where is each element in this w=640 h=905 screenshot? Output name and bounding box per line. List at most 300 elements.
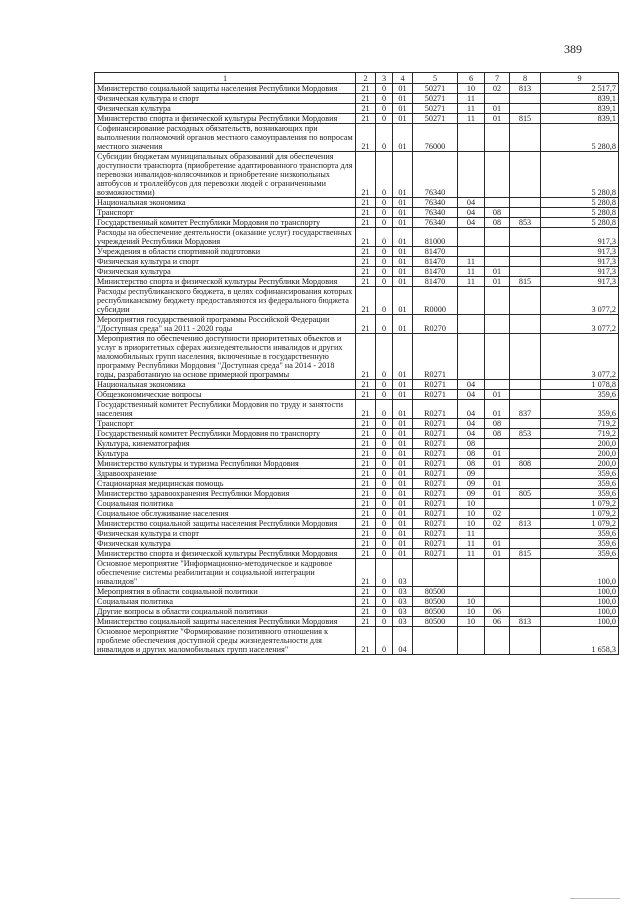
code-cell: 01 (485, 449, 510, 459)
row-name-cell: Министерство культуры и туризма Республики Мордовия (95, 459, 356, 469)
code-cell: 01 (393, 549, 413, 559)
row-name-cell: Транспорт (95, 419, 356, 429)
code-cell: 04 (458, 419, 485, 429)
code-cell: R0271 (413, 459, 458, 469)
code-cell: 08 (458, 449, 485, 459)
code-cell: R0271 (413, 439, 458, 449)
header-cell: 5 (413, 73, 458, 84)
code-cell: 01 (393, 419, 413, 429)
row-name-cell: Государственный комитет Республики Мордовия по транспорту (95, 218, 356, 228)
code-cell: 09 (458, 469, 485, 479)
table-row (95, 152, 619, 198)
table-row (95, 607, 619, 617)
code-cell: 815 (510, 114, 541, 124)
code-cell: 01 (393, 104, 413, 114)
row-name-cell: Социальная политика (95, 597, 356, 607)
code-cell: 853 (510, 429, 541, 439)
code-cell: 01 (485, 489, 510, 499)
code-cell: 21 (356, 429, 376, 439)
code-cell (485, 287, 510, 315)
code-cell (510, 499, 541, 509)
code-cell: 21 (356, 489, 376, 499)
code-cell: 21 (356, 228, 376, 247)
amount-cell: 1 078,8 (541, 380, 619, 390)
row-name-cell: Расходы республиканского бюджета, в целях софинансирования которых республиканскому бюджету предоставляются из федерального бюджета субсидии (95, 287, 356, 315)
code-cell: 21 (356, 114, 376, 124)
page-number: 389 (564, 42, 582, 56)
code-cell: 21 (356, 315, 376, 334)
code-cell: 0 (376, 509, 393, 519)
table-row (95, 559, 619, 587)
code-cell: 01 (393, 257, 413, 267)
code-cell (458, 247, 485, 257)
code-cell: R0271 (413, 400, 458, 419)
table-row (95, 459, 619, 469)
code-cell: 08 (485, 419, 510, 429)
amount-cell: 5 280,8 (541, 124, 619, 152)
code-cell (510, 529, 541, 539)
code-cell: 0 (376, 114, 393, 124)
code-cell: 21 (356, 84, 376, 94)
code-cell: 0 (376, 419, 393, 429)
amount-cell: 359,6 (541, 489, 619, 499)
code-cell: 76340 (413, 218, 458, 228)
table-row (95, 479, 619, 489)
code-cell: R0271 (413, 390, 458, 400)
code-cell: 10 (458, 519, 485, 529)
row-name-cell: Основное мероприятие "Информационно-методическое и кадровое обеспечение системы реабилитации и социальной интеграции инвалидов" (95, 559, 356, 587)
code-cell: 01 (393, 124, 413, 152)
code-cell: 01 (485, 539, 510, 549)
code-cell: 21 (356, 267, 376, 277)
table-row (95, 429, 619, 439)
code-cell (458, 334, 485, 380)
code-cell: 0 (376, 124, 393, 152)
code-cell (458, 587, 485, 597)
amount-cell: 3 077,2 (541, 287, 619, 315)
row-name-cell: Министерство спорта и физической культуры Республики Мордовия (95, 114, 356, 124)
code-cell: R0271 (413, 429, 458, 439)
code-cell: 08 (458, 439, 485, 449)
code-cell: 0 (376, 429, 393, 439)
amount-cell: 359,6 (541, 479, 619, 489)
code-cell: 01 (393, 94, 413, 104)
code-cell: R0270 (413, 315, 458, 334)
code-cell: 21 (356, 439, 376, 449)
header-cell: 1 (95, 73, 356, 84)
code-cell: 50271 (413, 84, 458, 94)
code-cell (485, 380, 510, 390)
code-cell: 21 (356, 509, 376, 519)
code-cell (510, 559, 541, 587)
code-cell (485, 257, 510, 267)
row-name-cell: Социальная политика (95, 499, 356, 509)
code-cell: 0 (376, 439, 393, 449)
code-cell: 80500 (413, 617, 458, 627)
code-cell: 01 (485, 267, 510, 277)
table-row (95, 287, 619, 315)
budget-table (94, 72, 619, 655)
code-cell (485, 499, 510, 509)
code-cell: R0271 (413, 489, 458, 499)
code-cell: 80500 (413, 607, 458, 617)
code-cell: 02 (485, 519, 510, 529)
code-cell: 08 (485, 218, 510, 228)
table-row (95, 449, 619, 459)
code-cell: 0 (376, 469, 393, 479)
table-row (95, 549, 619, 559)
code-cell: 0 (376, 257, 393, 267)
code-cell: 0 (376, 459, 393, 469)
code-cell: 80500 (413, 597, 458, 607)
code-cell: 21 (356, 549, 376, 559)
header-cell: 7 (485, 73, 510, 84)
code-cell: 21 (356, 257, 376, 267)
table-row (95, 218, 619, 228)
code-cell: 21 (356, 218, 376, 228)
code-cell: 0 (376, 84, 393, 94)
code-cell (510, 380, 541, 390)
code-cell (510, 208, 541, 218)
code-cell: 08 (485, 208, 510, 218)
code-cell: 21 (356, 519, 376, 529)
amount-cell: 359,6 (541, 549, 619, 559)
code-cell: 04 (458, 390, 485, 400)
code-cell: 01 (393, 400, 413, 419)
row-name-cell: Культура, кинематография (95, 439, 356, 449)
code-cell: 01 (393, 499, 413, 509)
amount-cell: 359,6 (541, 390, 619, 400)
code-cell: 0 (376, 539, 393, 549)
code-cell: 0 (376, 479, 393, 489)
code-cell: 81470 (413, 257, 458, 267)
code-cell: 0 (376, 587, 393, 597)
code-cell: 21 (356, 247, 376, 257)
code-cell (458, 228, 485, 247)
code-cell: 21 (356, 419, 376, 429)
code-cell: 06 (485, 617, 510, 627)
table-row (95, 597, 619, 607)
code-cell: 81470 (413, 267, 458, 277)
code-cell: 01 (393, 315, 413, 334)
amount-cell: 200,0 (541, 459, 619, 469)
code-cell (510, 124, 541, 152)
code-cell: 21 (356, 287, 376, 315)
table-row (95, 509, 619, 519)
code-cell: 21 (356, 617, 376, 627)
amount-cell: 1 079,2 (541, 509, 619, 519)
row-name-cell: Здравоохранение (95, 469, 356, 479)
code-cell: 0 (376, 489, 393, 499)
code-cell: R0271 (413, 539, 458, 549)
code-cell (510, 198, 541, 208)
code-cell: 0 (376, 277, 393, 287)
code-cell (458, 315, 485, 334)
code-cell: 0 (376, 559, 393, 587)
code-cell: R0271 (413, 499, 458, 509)
code-cell: 01 (485, 390, 510, 400)
code-cell: 813 (510, 84, 541, 94)
code-cell: R0271 (413, 380, 458, 390)
code-cell: 0 (376, 380, 393, 390)
code-cell: 01 (393, 228, 413, 247)
code-cell (485, 587, 510, 597)
row-name-cell: Физическая культура (95, 539, 356, 549)
code-cell: R0271 (413, 334, 458, 380)
amount-cell: 200,0 (541, 439, 619, 449)
code-cell: 80500 (413, 587, 458, 597)
code-cell: 0 (376, 228, 393, 247)
amount-cell: 359,6 (541, 400, 619, 419)
code-cell: 21 (356, 198, 376, 208)
code-cell: 21 (356, 390, 376, 400)
table-row (95, 334, 619, 380)
code-cell (510, 315, 541, 334)
code-cell: 03 (393, 559, 413, 587)
amount-cell: 839,1 (541, 94, 619, 104)
table-row (95, 257, 619, 267)
code-cell: 01 (393, 449, 413, 459)
code-cell: 76340 (413, 152, 458, 198)
code-cell (485, 559, 510, 587)
code-cell (485, 124, 510, 152)
code-cell: 0 (376, 549, 393, 559)
code-cell: 21 (356, 479, 376, 489)
code-cell: 21 (356, 539, 376, 549)
row-name-cell: Мероприятия государственной программы Российской Федерации "Доступная среда" на 2011 - 2020 годы (95, 315, 356, 334)
code-cell (413, 559, 458, 587)
code-cell: 04 (458, 218, 485, 228)
code-cell: R0271 (413, 509, 458, 519)
code-cell (510, 439, 541, 449)
code-cell (485, 228, 510, 247)
code-cell: R0271 (413, 519, 458, 529)
code-cell: 0 (376, 617, 393, 627)
code-cell: 03 (393, 597, 413, 607)
code-cell: 01 (393, 247, 413, 257)
code-cell: 01 (393, 380, 413, 390)
code-cell: 0 (376, 449, 393, 459)
table-row (95, 499, 619, 509)
code-cell: 09 (458, 479, 485, 489)
code-cell (485, 315, 510, 334)
code-cell: 21 (356, 559, 376, 587)
code-cell: 21 (356, 499, 376, 509)
code-cell: 11 (458, 104, 485, 114)
row-name-cell: Культура (95, 449, 356, 459)
amount-cell: 917,3 (541, 228, 619, 247)
code-cell: 01 (393, 489, 413, 499)
code-cell: 02 (485, 84, 510, 94)
row-name-cell: Физическая культура (95, 267, 356, 277)
amount-cell: 5 280,8 (541, 198, 619, 208)
code-cell (458, 124, 485, 152)
code-cell (485, 198, 510, 208)
row-name-cell: Основное мероприятие "Формирование позитивного отношения к проблеме обеспечения доступной среды жизнедеятельности для инвалидов и других маломобильных групп населения" (95, 627, 356, 655)
code-cell: 813 (510, 617, 541, 627)
code-cell (510, 449, 541, 459)
table-row (95, 114, 619, 124)
code-cell: 0 (376, 152, 393, 198)
table-row (95, 84, 619, 94)
amount-cell: 100,0 (541, 587, 619, 597)
code-cell: 01 (393, 334, 413, 380)
row-name-cell: Национальная экономика (95, 198, 356, 208)
code-cell: 21 (356, 587, 376, 597)
code-cell: 0 (376, 334, 393, 380)
code-cell: 0 (376, 400, 393, 419)
row-name-cell: Национальная экономика (95, 380, 356, 390)
code-cell: 11 (458, 529, 485, 539)
code-cell (458, 152, 485, 198)
code-cell: 01 (393, 198, 413, 208)
code-cell: 0 (376, 267, 393, 277)
code-cell: 04 (458, 400, 485, 419)
code-cell: 01 (393, 277, 413, 287)
table-row (95, 539, 619, 549)
amount-cell: 100,0 (541, 607, 619, 617)
code-cell: 50271 (413, 114, 458, 124)
table-row (95, 208, 619, 218)
code-cell: 21 (356, 277, 376, 287)
scan-artifact-line (570, 898, 620, 899)
table-row (95, 267, 619, 277)
code-cell: 01 (393, 287, 413, 315)
code-cell: 01 (393, 267, 413, 277)
amount-cell: 2 517,7 (541, 84, 619, 94)
code-cell: 09 (458, 489, 485, 499)
table-row (95, 124, 619, 152)
amount-cell: 100,0 (541, 617, 619, 627)
code-cell: 02 (485, 509, 510, 519)
code-cell: 808 (510, 459, 541, 469)
code-cell: 21 (356, 607, 376, 617)
table-row (95, 228, 619, 247)
code-cell: 0 (376, 198, 393, 208)
code-cell: 50271 (413, 104, 458, 114)
code-cell: 0 (376, 104, 393, 114)
code-cell: 0 (376, 218, 393, 228)
header-cell: 6 (458, 73, 485, 84)
code-cell: 03 (393, 617, 413, 627)
code-cell (485, 597, 510, 607)
amount-cell: 100,0 (541, 597, 619, 607)
code-cell: 21 (356, 627, 376, 655)
amount-cell: 839,1 (541, 104, 619, 114)
code-cell: R0000 (413, 287, 458, 315)
code-cell: R0271 (413, 419, 458, 429)
table-row (95, 519, 619, 529)
table-header-row (95, 73, 619, 84)
row-name-cell: Министерство социальной защиты населения Республики Мордовия (95, 519, 356, 529)
code-cell: 0 (376, 597, 393, 607)
amount-cell: 1 658,3 (541, 627, 619, 655)
code-cell: 08 (485, 429, 510, 439)
code-cell: 01 (393, 84, 413, 94)
code-cell: 837 (510, 400, 541, 419)
row-name-cell: Другие вопросы в области социальной политики (95, 607, 356, 617)
code-cell: 01 (393, 429, 413, 439)
code-cell (458, 559, 485, 587)
code-cell (510, 257, 541, 267)
code-cell (510, 228, 541, 247)
table-row (95, 390, 619, 400)
code-cell: 21 (356, 94, 376, 104)
code-cell: 01 (485, 400, 510, 419)
code-cell: 853 (510, 218, 541, 228)
code-cell: 03 (393, 587, 413, 597)
amount-cell: 359,6 (541, 539, 619, 549)
amount-cell: 917,3 (541, 247, 619, 257)
code-cell: 815 (510, 277, 541, 287)
code-cell: 0 (376, 287, 393, 315)
table-row (95, 277, 619, 287)
code-cell: R0271 (413, 549, 458, 559)
code-cell: 10 (458, 84, 485, 94)
code-cell (510, 334, 541, 380)
code-cell (510, 390, 541, 400)
code-cell: 10 (458, 617, 485, 627)
code-cell (510, 469, 541, 479)
code-cell: 21 (356, 152, 376, 198)
row-name-cell: Расходы на обеспечение деятельности (оказание услуг) государственных учреждений Республики Мордовия (95, 228, 356, 247)
amount-cell: 200,0 (541, 449, 619, 459)
code-cell: R0271 (413, 469, 458, 479)
code-cell: 76340 (413, 208, 458, 218)
row-name-cell: Министерство социальной защиты населения Республики Мордовия (95, 84, 356, 94)
code-cell: R0271 (413, 449, 458, 459)
code-cell: 11 (458, 257, 485, 267)
row-name-cell: Министерство социальной защиты населения Республики Мордовия (95, 617, 356, 627)
code-cell: 0 (376, 247, 393, 257)
amount-cell: 359,6 (541, 469, 619, 479)
code-cell: 0 (376, 499, 393, 509)
code-cell: 10 (458, 509, 485, 519)
code-cell (485, 439, 510, 449)
code-cell: 81000 (413, 228, 458, 247)
code-cell: 21 (356, 124, 376, 152)
code-cell: 11 (458, 267, 485, 277)
code-cell: 01 (393, 152, 413, 198)
code-cell: 0 (376, 607, 393, 617)
row-name-cell: Министерство спорта и физической культуры Республики Мордовия (95, 549, 356, 559)
row-name-cell: Государственный комитет Республики Мордовия по транспорту (95, 429, 356, 439)
code-cell: 21 (356, 208, 376, 218)
code-cell (510, 152, 541, 198)
code-cell: 21 (356, 449, 376, 459)
table-row (95, 529, 619, 539)
code-cell: 01 (485, 479, 510, 489)
table-row (95, 627, 619, 655)
code-cell: 01 (393, 208, 413, 218)
code-cell: 01 (485, 114, 510, 124)
code-cell (510, 419, 541, 429)
table-row (95, 469, 619, 479)
code-cell: 01 (393, 439, 413, 449)
code-cell (510, 94, 541, 104)
code-cell: 81470 (413, 247, 458, 257)
row-name-cell: Физическая культура и спорт (95, 257, 356, 267)
code-cell: 01 (393, 529, 413, 539)
row-name-cell: Социальное обслуживание населения (95, 509, 356, 519)
header-cell: 4 (393, 73, 413, 84)
table-row (95, 315, 619, 334)
row-name-cell: Государственный комитет Республики Мордовия по труду и занятости населения (95, 400, 356, 419)
row-name-cell: Мероприятия по обеспечению доступности приоритетных объектов и услуг в приоритетных сферах жизнедеятельности инвалидов и других маломобильных групп населения, включенные в государственную программу Республики Мордовия "Доступная среда" на 2014 - 2018 годы, разработанную на основе примерной программы (95, 334, 356, 380)
row-name-cell: Транспорт (95, 208, 356, 218)
code-cell: 21 (356, 529, 376, 539)
code-cell: 01 (393, 459, 413, 469)
